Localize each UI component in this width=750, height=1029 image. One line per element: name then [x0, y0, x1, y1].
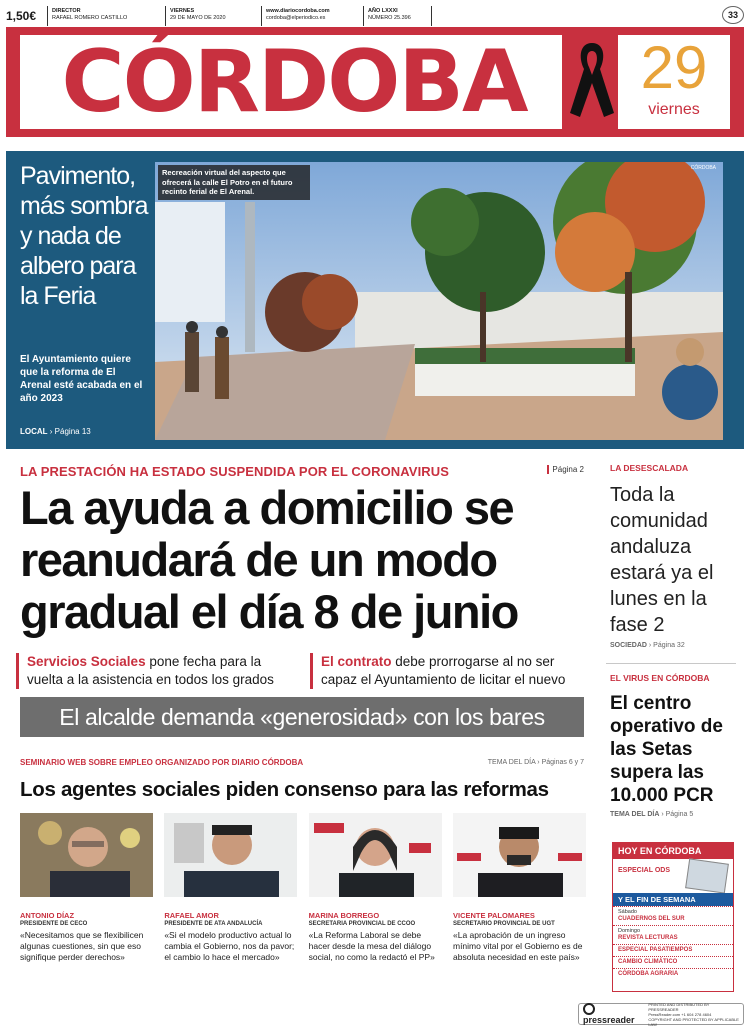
mourning-ribbon-icon [566, 39, 618, 119]
masthead [6, 27, 744, 137]
virus-ref [610, 811, 736, 818]
list-item [613, 925, 733, 944]
feature-headline[interactable]: Pavimento, más sombra y nada de albero para la Feria [20, 162, 148, 310]
day-number: 29 [640, 34, 708, 101]
contact-cell [262, 6, 364, 26]
list-item [613, 968, 733, 980]
feature-photo [155, 162, 723, 440]
desescalada-headline[interactable]: Toda la comunidad andaluza estará ya el lunes en la fase 2 [610, 484, 714, 636]
item-day: Domingo [618, 928, 641, 934]
pressreader-text [648, 1002, 739, 1027]
sub2-lead: El contrato [321, 654, 392, 669]
issue-cell [364, 6, 432, 26]
person-role: SECRETARIA PROVINCIAL DE CCOO [308, 921, 416, 927]
pressreader-badge[interactable] [578, 1003, 744, 1025]
portrait-photo [453, 813, 586, 897]
pressreader-line-3: COPYRIGHT AND PROTECTED BY APPLICABLE LAW [648, 1016, 739, 1027]
desescalada-ref [610, 642, 736, 649]
person-role: SECRETARIO PROVINCIAL DE UGT [452, 921, 555, 927]
anniversary-badge: 33 [722, 6, 744, 24]
person-name: VICENTE PALOMARES [452, 911, 535, 920]
weekday-label: VIERNES [170, 8, 195, 14]
bottom-page-ref: TEMA DEL DÍA › Páginas 6 y 7 [487, 759, 584, 766]
feature-story[interactable] [6, 151, 744, 449]
feature-page: › Página 13 [49, 427, 91, 436]
desescalada-section: SOCIEDAD [610, 642, 647, 649]
desescalada-page: › Página 32 [648, 642, 685, 649]
main-subhead-1 [16, 653, 298, 689]
hoy-weekend: Y EL FIN DE SEMANA [613, 893, 733, 906]
virus-page: › Página 5 [661, 811, 694, 818]
person-quote: «La aprobación de un ingreso mínimo vital por el Gobierno es de absoluta necesidad en este país» [452, 930, 583, 962]
list-item [613, 944, 733, 956]
portrait-photo [164, 813, 297, 897]
item-label: CAMBIO CLIMÁTICO [618, 959, 678, 965]
sub2-text: debe prorrogarse al no ser capaz el Ayuntamiento de licitar el nuevo [321, 654, 566, 687]
website-link[interactable]: www.diariocordoba.com [266, 8, 330, 14]
director-name: RAFAEL ROMERO CASTILLO [52, 15, 128, 21]
item-day: Sábado [618, 909, 637, 915]
desescalada-story[interactable] [598, 463, 744, 649]
person-card [453, 813, 586, 963]
photo-caption: Recreación virtual del aspecto que ofrecerá la calle El Potro en el futuro recinto ferial de El Arenal. [158, 165, 310, 200]
pressreader-line-2: PressReader.com +1 604 278 4604 [648, 1011, 712, 1017]
person-name: RAFAEL AMOR [164, 911, 219, 920]
bottom-headline[interactable]: Los agentes sociales piden consenso para las reformas [20, 778, 549, 801]
feature-section: LOCAL [20, 427, 48, 436]
portrait-photo [309, 813, 442, 897]
item-label: ESPECIAL PASATIEMPOS [618, 947, 693, 953]
main-subhead-2 [310, 653, 592, 689]
director-label: DIRECTOR [52, 8, 81, 14]
director-cell [48, 6, 166, 26]
pressreader-brand: pressreader [583, 1015, 635, 1025]
issue-number: NÚMERO 25.396 [368, 15, 411, 21]
list-item [613, 956, 733, 968]
desescalada-kicker: LA DESESCALADA [610, 463, 689, 473]
main-kicker: LA PRESTACIÓN HA ESTADO SUSPENDIDA POR EL CORONAVIRUS [20, 464, 450, 479]
date-cell [166, 6, 262, 26]
item-label: CUADERNOS DEL SUR [618, 916, 685, 922]
pressreader-icon [583, 1003, 595, 1015]
item-label: REVISTA LECTURAS [618, 935, 678, 941]
list-item [613, 906, 733, 925]
secondary-headline-bar[interactable]: El alcalde demanda «generosidad» con los bares [20, 697, 584, 737]
pressreader-line-1: PRINTED AND DISTRIBUTED BY PRESSREADER [648, 1001, 710, 1012]
top-info-strip [6, 6, 744, 26]
cover-price: 1,50€ [6, 6, 48, 26]
feature-page-ref [20, 427, 91, 436]
people-row [20, 813, 586, 963]
person-name: ANTONIO DÍAZ [20, 911, 75, 920]
person-card [20, 813, 153, 963]
photo-credit: CÓRDOBA [690, 165, 716, 171]
date-box [618, 35, 730, 129]
virus-story[interactable] [598, 673, 744, 818]
hoy-title: HOY EN CÓRDOBA [613, 843, 733, 859]
main-page-ref: Página 2 [547, 465, 584, 474]
hoy-special: ESPECIAL ODS [618, 867, 670, 874]
bottom-story[interactable] [6, 755, 592, 992]
virus-headline[interactable]: El centro operativo de las Setas supera las 10.000 PCR [610, 693, 723, 806]
person-role: PRESIDENTE DE ATA ANDALUCÍA [164, 921, 263, 927]
bottom-kicker: SEMINARIO WEB SOBRE EMPLEO ORGANIZADO POR DIARIO CÓRDOBA [20, 758, 304, 767]
masthead-logo-box [20, 32, 562, 132]
pressreader-logo [583, 1003, 642, 1025]
hoy-en-cordoba-box[interactable] [612, 842, 734, 992]
sub1-lead: Servicios Sociales [27, 654, 146, 669]
person-quote: «Necesitamos que se flexibilicen algunas cuestiones, sin que eso signifique perder derechos» [20, 930, 144, 962]
virus-kicker: EL VIRUS EN CÓRDOBA [610, 673, 710, 683]
person-quote: «La Reforma Laboral se debe hacer desde la mesa del diálogo social, no como la redactó el PP» [308, 930, 435, 962]
main-headline[interactable]: La ayuda a domicilio se reanudará de un modo gradual el día 8 de junio [20, 481, 518, 638]
main-story[interactable] [6, 457, 592, 755]
sub1-text: pone fecha para la vuelta a la asistencia en todos los grados [27, 654, 274, 687]
person-name: MARINA BORREGO [308, 911, 380, 920]
day-name: viernes [648, 101, 700, 118]
issue-date: 29 DE MAYO DE 2020 [170, 15, 226, 21]
right-divider [606, 663, 736, 664]
item-label: CÓRDOBA AGRARIA [618, 971, 679, 977]
person-role: PRESIDENTE DE CECO [20, 921, 88, 927]
person-card [309, 813, 442, 963]
virus-section: TEMA DEL DÍA [610, 811, 660, 818]
person-quote: «Si el modelo productivo actual lo cambia el Gobierno, nos da pavor; el cambio lo hace el mercado» [164, 930, 295, 962]
person-card [164, 813, 297, 963]
feature-subhead: El Ayuntamiento quiere que la reforma de El Arenal esté acabada en el año 2023 [20, 354, 143, 404]
hoy-list [613, 906, 733, 980]
issue-year: AÑO LXXXI [368, 8, 398, 14]
email-link[interactable]: cordoba@elperiodico.es [266, 15, 326, 21]
supplement-thumbnail [685, 858, 729, 893]
newspaper-logo[interactable]: CÓRDOBA [61, 32, 527, 132]
portrait-photo [20, 813, 153, 897]
